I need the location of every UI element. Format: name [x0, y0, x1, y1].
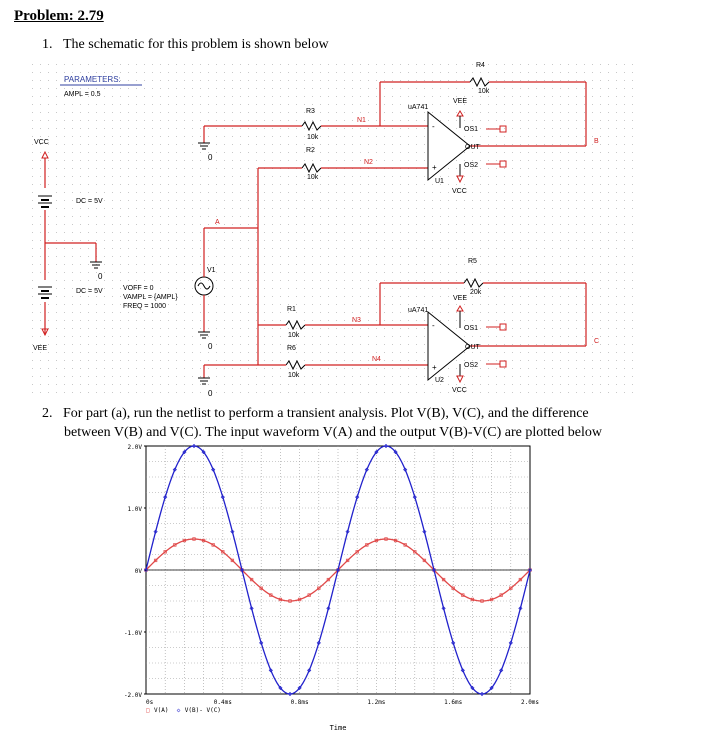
u1-os1: OS1: [464, 126, 479, 133]
x-tick-label: 0.8ms: [290, 699, 309, 706]
node-c-label: C: [594, 338, 600, 345]
vcc-label: VCC: [34, 139, 49, 146]
item-1-text: The schematic for this problem is shown below: [63, 37, 329, 52]
node-b-label: B: [594, 138, 599, 145]
x-tick-label: 0.4ms: [213, 699, 232, 706]
vee-label: VEE: [33, 345, 48, 352]
x-tick-label: 2.0ms: [520, 699, 540, 706]
x-tick-label: 1.2ms: [367, 699, 386, 706]
y-tick-label: 0V: [134, 568, 142, 575]
battery-2: [38, 280, 52, 302]
u1-plus: +: [432, 163, 437, 172]
y-tick-label: -2.0V: [123, 692, 142, 699]
item-2-number: 2.: [42, 406, 53, 421]
x-axis-label: Time: [329, 724, 347, 732]
parameters-title: PARAMETERS:: [64, 75, 121, 84]
freq-label: FREQ = 1000: [123, 303, 166, 310]
r5-value: 20k: [470, 289, 482, 296]
chart-legend: [146, 707, 221, 714]
node-a-label: A: [215, 219, 220, 226]
legend-label: V(A): [154, 707, 169, 714]
u1-model: uA741: [408, 104, 429, 111]
source-name: V1: [207, 267, 216, 274]
battery-1: [38, 188, 52, 210]
r2-label: R2: [306, 147, 315, 154]
voff-label: VOFF = 0: [123, 285, 154, 292]
r4-label: R4: [476, 62, 485, 69]
u2-vee: VEE: [453, 295, 468, 302]
r4-value: 10k: [478, 88, 490, 95]
u2-model: uA741: [408, 307, 429, 314]
item-1-number: 1.: [42, 37, 53, 52]
u1-out: OUT: [465, 144, 480, 151]
ground-top-label: 0: [208, 153, 213, 162]
item-2: [42, 406, 589, 422]
ground-bottom-label: 0: [208, 389, 213, 398]
u2-plus: +: [432, 363, 437, 372]
item-1: [42, 37, 329, 53]
legend-marker: ◇: [176, 707, 181, 714]
r2-value: 10k: [307, 174, 319, 181]
r6-value: 10k: [288, 372, 300, 379]
r1-value: 10k: [288, 332, 300, 339]
r3-value: 10k: [307, 134, 319, 141]
parameters-value: AMPL = 0.5: [64, 91, 101, 98]
x-tick-label: 1.6ms: [444, 699, 463, 706]
y-tick-labels: [124, 444, 146, 699]
u1-minus: -: [432, 122, 435, 131]
vampl-label: VAMPL = {AMPL}: [123, 294, 178, 301]
u2-vcc: VCC: [452, 387, 467, 394]
u2-os1: OS1: [464, 325, 479, 332]
transient-chart: [0, 440, 719, 743]
u1-os2: OS2: [464, 162, 479, 169]
item-2-line2: between V(B) and V(C). The input waveform V(A) and the output V(B)-V(C) are plotted below: [64, 425, 602, 440]
dc2-label: DC = 5V: [76, 288, 103, 295]
legend-marker: □: [146, 707, 150, 714]
x-tick-label: 0s: [146, 699, 154, 706]
r1-label: R1: [287, 306, 296, 313]
schematic: [0, 55, 719, 400]
r6-label: R6: [287, 345, 296, 352]
u2-out: OUT: [465, 344, 480, 351]
legend-label: V(B)- V(C): [184, 707, 221, 714]
n4-label: N4: [372, 356, 381, 363]
n1-label: N1: [357, 117, 366, 124]
ground-source-label: 0: [208, 342, 213, 351]
x-tick-labels: [146, 699, 539, 706]
r3-label: R3: [306, 108, 315, 115]
y-tick-label: -1.0V: [123, 630, 142, 637]
n2-label: N2: [364, 159, 373, 166]
ground-mid-label: 0: [98, 272, 103, 281]
u1-vcc: VCC: [452, 188, 467, 195]
u2-name: U2: [435, 377, 444, 384]
u2-os2: OS2: [464, 362, 479, 369]
n3-label: N3: [352, 317, 361, 324]
u1-name: U1: [435, 178, 444, 185]
y-tick-label: 1.0V: [127, 506, 142, 513]
dc1-label: DC = 5V: [76, 198, 103, 205]
problem-title: Problem: 2.79: [14, 8, 104, 24]
r5-label: R5: [468, 258, 477, 265]
u2-minus: -: [432, 321, 435, 330]
item-2-line1: For part (a), run the netlist to perform a transient analysis. Plot V(B), V(C), and the difference: [63, 406, 589, 421]
schematic-grid: [30, 58, 640, 398]
u1-vee: VEE: [453, 98, 468, 105]
y-tick-label: 2.0V: [127, 444, 142, 451]
